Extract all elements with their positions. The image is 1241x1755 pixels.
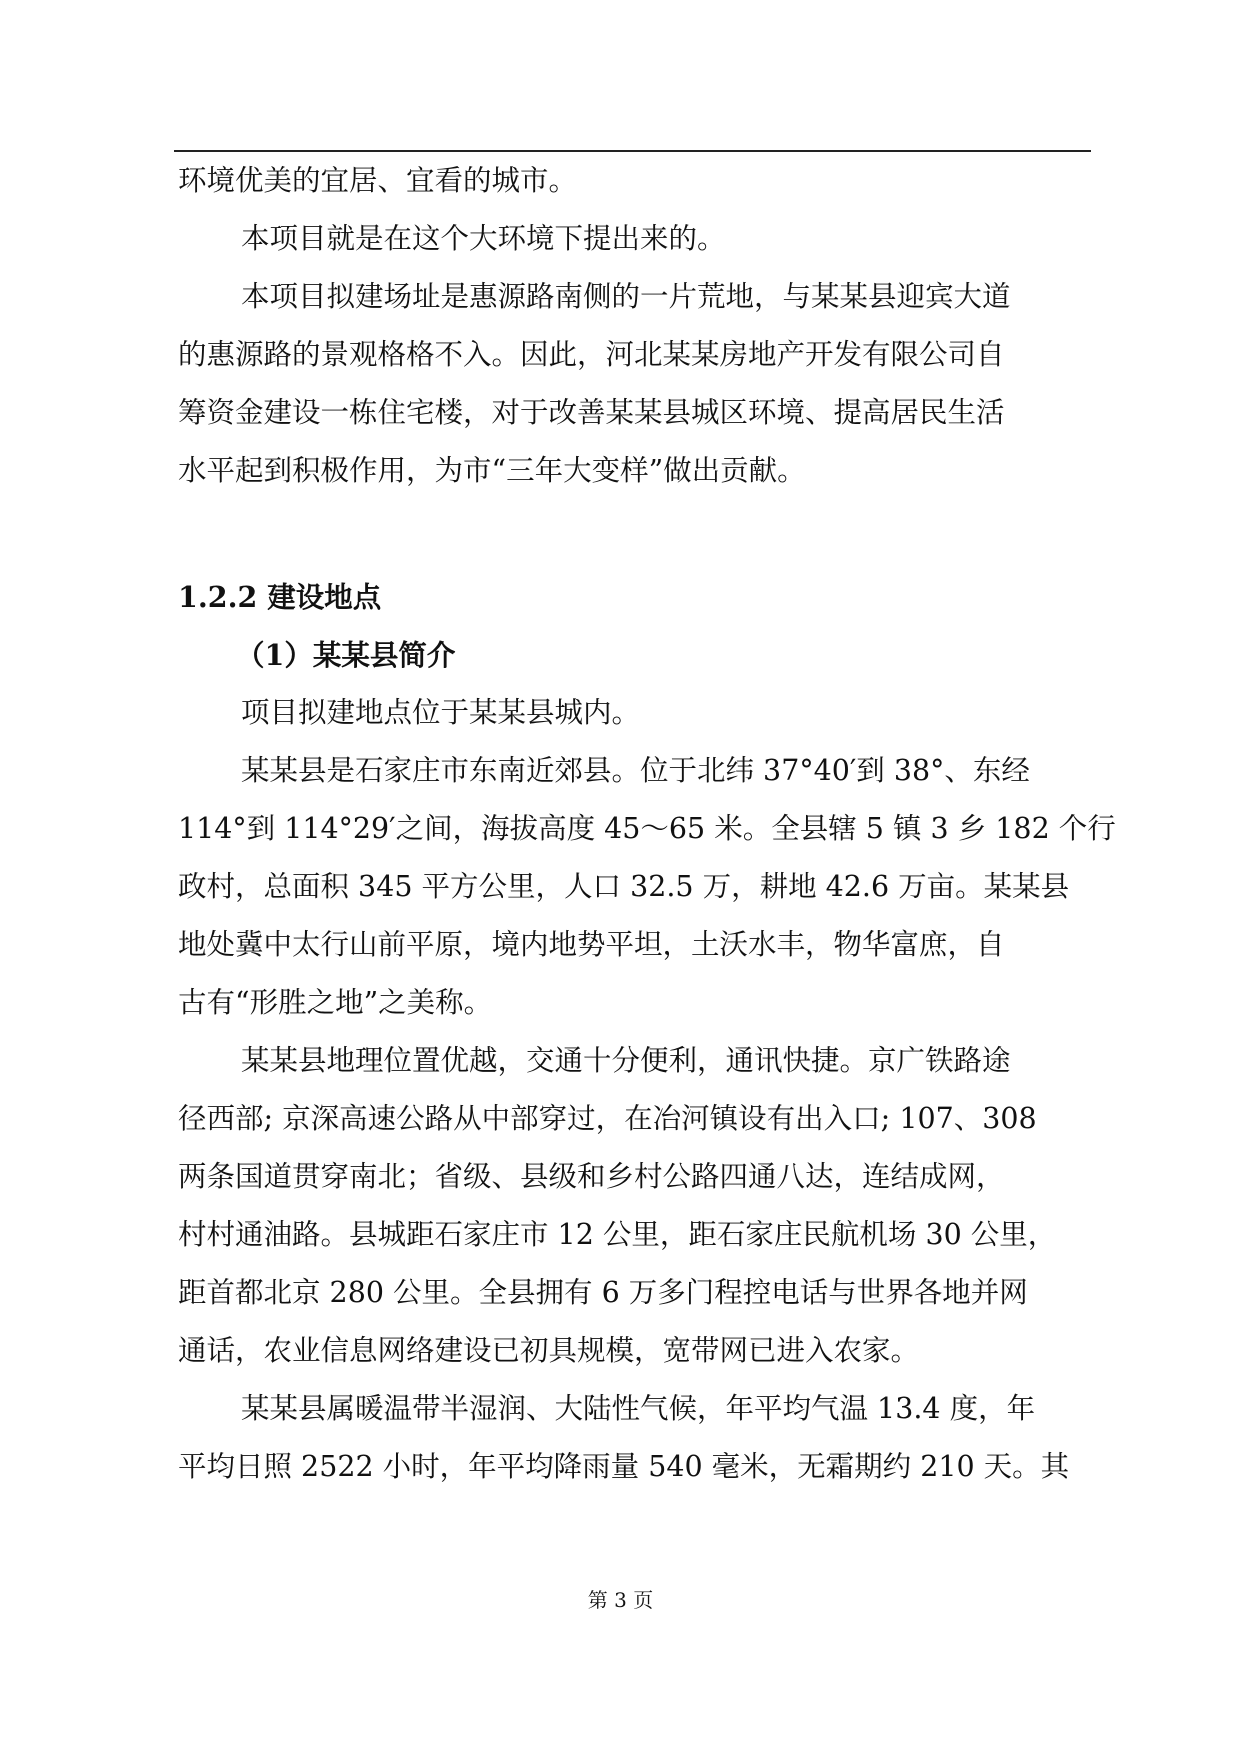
text-line: 村村通油路。县城距石家庄市 12 公里，距石家庄民航机场 30 公里， [178,1218,1057,1251]
section-heading: 1.2.2 建设地点 [178,580,382,614]
page-number: 第 3 页 [587,1588,654,1612]
paragraph-continuation [178,152,1090,210]
text-line: 平均日照 2522 小时，年平均降雨量 540 毫米，无霜期约 210 天。其 [178,1450,1070,1483]
text-line: 某某县属暖温带半湿润、大陆性气候，年平均气温 13.4 度，年 [241,1392,1036,1425]
text-line: 筹资金建设一栋住宅楼，对于改善某某县城区环境、提高居民生活 [178,396,1005,429]
subsection-heading: （1）某某县简介 [236,638,456,672]
text-line: 地处冀中太行山前平原，境内地势平坦，土沃水丰，物华富庶，自 [178,928,1005,961]
text-line: 本项目拟建场址是惠源路南侧的一片荒地，与某某县迎宾大道 [241,280,1011,313]
text-line: 通话，农业信息网络建设已初具规模，宽带网已进入农家。 [178,1334,920,1367]
text-line: 径西部; 京深高速公路从中部穿过，在冶河镇设有出入口; 107、308 [178,1102,1037,1135]
text-line: 114°到 114°29′之间，海拔高度 45～65 米。全县辖 5 镇 3 乡 182 个行 [178,812,1116,845]
text-line: 的惠源路的景观格格不入。因此，河北某某房地产开发有限公司自 [178,338,1005,371]
paragraph [178,268,1090,500]
text-line: 环境优美的宜居、宜看的城市。 [178,164,578,197]
text-line: 政村，总面积 345 平方公里，人口 32.5 万，耕地 42.6 万亩。某某县 [178,870,1070,903]
paragraph [178,1380,1090,1496]
paragraph [178,210,1090,268]
text-line: 水平起到积极作用，为市“三年大变样”做出贡献。 [178,454,806,487]
paragraph [178,1032,1090,1380]
text-line: 距首都北京 280 公里。全县拥有 6 万多门程控电话与世界各地并网 [178,1276,1028,1309]
text-line: 古有“形胜之地”之美称。 [178,986,493,1019]
text-line: 项目拟建地点位于某某县城内。 [241,696,641,729]
paragraph [178,684,1090,742]
text-line: 某某县地理位置优越，交通十分便利，通讯快捷。京广铁路途 [241,1044,1011,1077]
text-line: 本项目就是在这个大环境下提出来的。 [241,222,726,255]
text-line: 两条国道贯穿南北；省级、县级和乡村公路四通八达，连结成网， [178,1160,1005,1193]
paragraph [178,742,1116,1032]
text-line: 某某县是石家庄市东南近郊县。位于北纬 37°40′到 38°、东经 [241,754,1030,787]
